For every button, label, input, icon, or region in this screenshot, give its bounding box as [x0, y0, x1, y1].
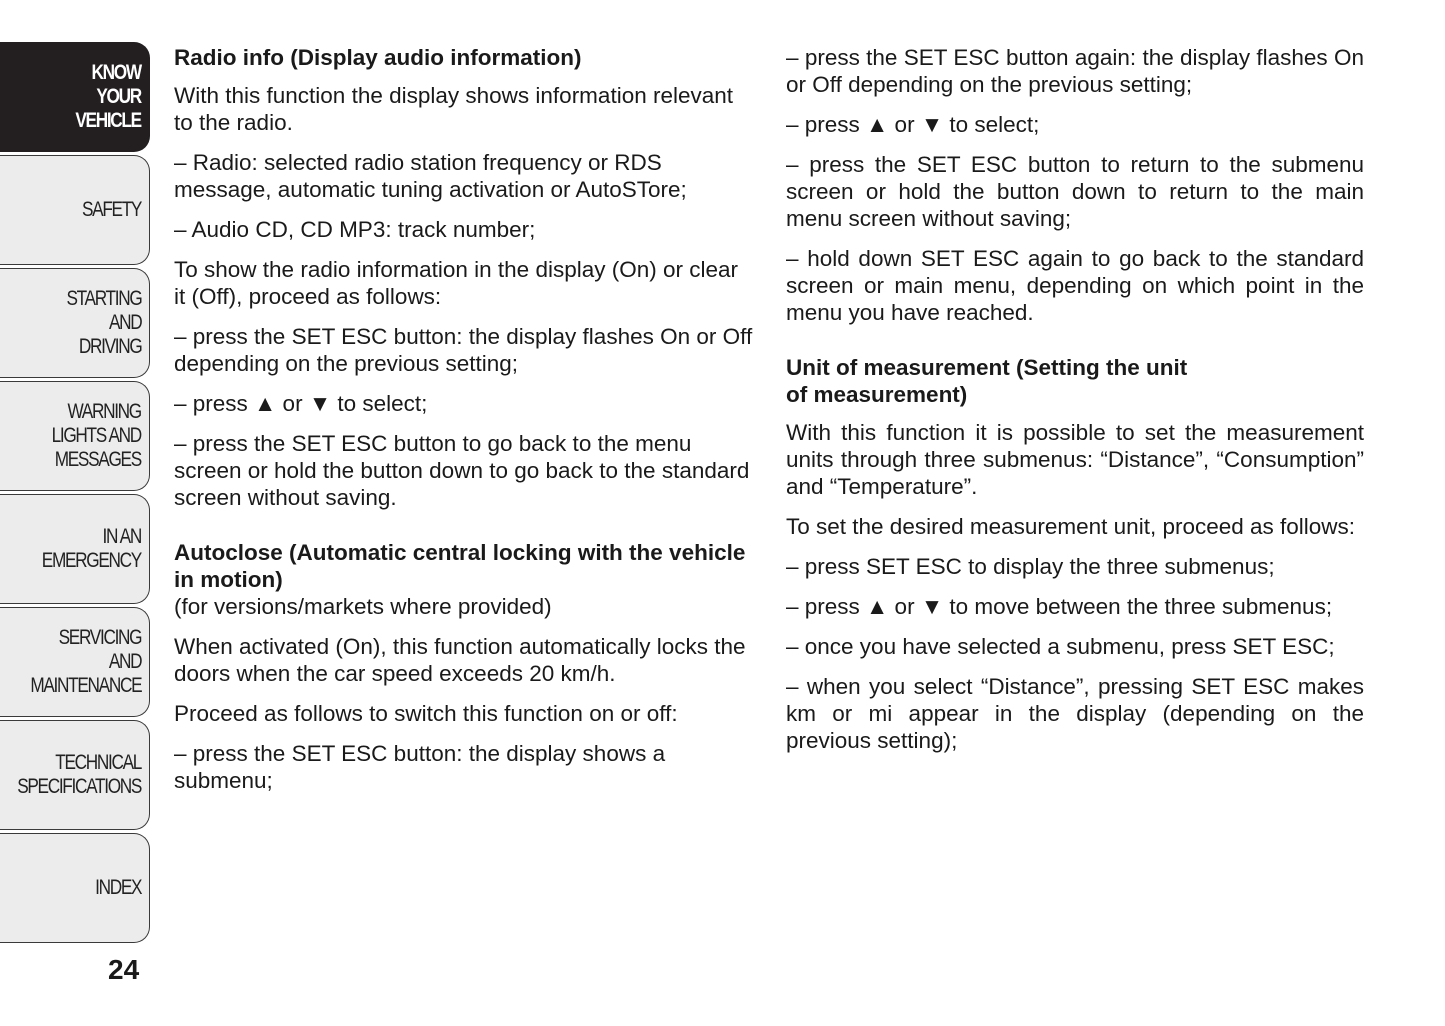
radio-info-procedure: To show the radio information in the display (On) or clear it (Off), proceed as follows:: [174, 257, 739, 309]
autoclose-procedure: Proceed as follows to switch this function on or off:: [174, 701, 678, 726]
radio-info-item: – Radio: selected radio station frequency or RDS message, automatic tuning activation or AutoSTore;: [174, 150, 687, 202]
page-number: 24: [108, 954, 140, 985]
tab-starting-and-driving[interactable]: [0, 268, 150, 378]
tab-label: WARNING LIGHTS AND MESSAGES: [51, 400, 142, 471]
unit-step: – when you select “Distance”, pressing SET ESC makes km or mi appear in the display (depending on the previous setting);: [786, 674, 1364, 753]
heading-line: Unit of measurement (Setting the unit: [786, 355, 1188, 380]
tab-warning-lights[interactable]: [0, 381, 150, 491]
autoclose-step: – hold down SET ESC again to go back to the standard screen or main menu, depending on which point in the menu you have reached.: [786, 246, 1364, 325]
tab-label: INDEX: [94, 876, 141, 899]
tab-label: IN AN EMERGENCY: [41, 525, 141, 572]
tab-safety[interactable]: [0, 155, 150, 265]
unit-step: – press ▲ or ▼ to move between the three submenus;: [786, 594, 1333, 619]
tab-know-your-vehicle[interactable]: [0, 42, 150, 152]
autoclose-step: – press ▲ or ▼ to select;: [786, 112, 1040, 137]
tab-label: TECHNICAL SPECIFICATIONS: [17, 751, 141, 798]
unit-step: – press SET ESC to display the three submenus;: [786, 554, 1275, 579]
tab-index[interactable]: [0, 833, 150, 943]
autoclose-note: (for versions/markets where provided): [174, 594, 552, 619]
tab-technical-specifications[interactable]: [0, 720, 150, 830]
tab-label: KNOW YOUR VEHICLE: [75, 61, 141, 132]
radio-info-item: – Audio CD, CD MP3: track number;: [174, 217, 536, 242]
radio-info-step: – press the SET ESC button: the display flashes On or Off depending on the previous setting;: [174, 324, 753, 376]
tab-label: SAFETY: [81, 198, 141, 221]
autoclose-step: – press the SET ESC button: the display shows a submenu;: [174, 741, 666, 793]
radio-info-intro: With this function the display shows information relevant to the radio.: [174, 83, 734, 135]
tab-label: SERVICING AND MAINTENANCE: [30, 626, 141, 697]
autoclose-heading: Autoclose (Automatic central locking with the vehicle in motion): [174, 540, 746, 592]
autoclose-description: When activated (On), this function automatically locks the doors when the car speed exceeds 20 km/h.: [174, 634, 746, 686]
autoclose-step: – press the SET ESC button again: the display flashes On or Off depending on the previous setting;: [786, 45, 1364, 97]
tab-servicing[interactable]: [0, 607, 150, 717]
heading-line: of measurement): [786, 382, 968, 407]
autoclose-step: – press the SET ESC button to return to the submenu screen or hold the button down to return to the main menu screen without saving;: [786, 152, 1364, 231]
radio-info-step: – press the SET ESC button to go back to the menu screen or hold the button down to go back to the standard screen without saving.: [174, 431, 750, 510]
radio-info-heading: Radio info (Display audio information): [174, 45, 582, 70]
left-column: [174, 44, 754, 807]
unit-of-measurement-heading: [786, 354, 1364, 408]
tab-label: STARTING AND DRIVING: [66, 287, 141, 358]
unit-procedure: To set the desired measurement unit, proceed as follows:: [786, 514, 1356, 539]
unit-intro: With this function it is possible to set the measurement units through three submenus: “Distance”, “Consumption” and “Temperature”.: [786, 420, 1364, 499]
radio-info-step: – press ▲ or ▼ to select;: [174, 391, 428, 416]
unit-step: – once you have selected a submenu, press SET ESC;: [786, 634, 1335, 659]
right-column: [786, 44, 1364, 767]
tab-in-an-emergency[interactable]: [0, 494, 150, 604]
